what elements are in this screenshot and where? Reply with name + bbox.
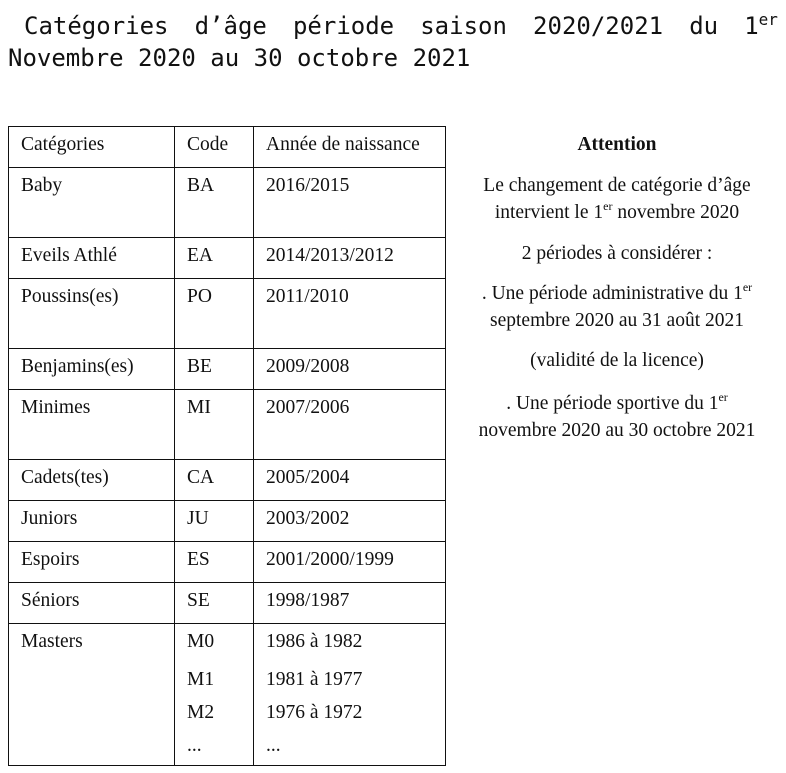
- birth-year-cell: 2005/2004: [254, 460, 446, 501]
- birth-year-cell: 1998/1987: [254, 583, 446, 624]
- code-cell: CA: [175, 460, 254, 501]
- code-cell: [175, 624, 254, 766]
- attention-note: [452, 132, 782, 444]
- birth-year-cell: 2001/2000/1999: [254, 542, 446, 583]
- attention-text: . Une période administrative du 1: [481, 283, 743, 304]
- ordinal-suffix: er: [603, 199, 613, 213]
- page-title: [8, 10, 778, 74]
- masters-years: 1986 à 1982: [266, 631, 363, 652]
- attention-paragraph: [452, 172, 782, 226]
- code-cell: ES: [175, 542, 254, 583]
- title-word: période: [292, 12, 395, 40]
- attention-text: novembre 2020 au 30 octobre 2021: [478, 420, 756, 441]
- title-word: [744, 10, 778, 42]
- birth-year-cell: 2014/2013/2012: [254, 238, 446, 279]
- attention-paragraph: [452, 390, 782, 444]
- table-row: [9, 238, 446, 279]
- title-word: 2020/2021: [533, 12, 664, 40]
- masters-code: M2: [187, 702, 215, 723]
- attention-paragraph: (validité de la licence): [530, 350, 704, 371]
- birth-year-cell: 2009/2008: [254, 349, 446, 390]
- category-cell: Juniors: [9, 501, 175, 542]
- masters-years: 1981 à 1977: [266, 669, 363, 690]
- table-row: [9, 460, 446, 501]
- title-ordinal: 1: [744, 12, 759, 40]
- attention-heading: Attention: [577, 134, 657, 155]
- table-row: [9, 542, 446, 583]
- attention-text: novembre 2020: [612, 202, 740, 223]
- title-ordinal-suffix: er: [758, 10, 778, 29]
- table-row: [9, 349, 446, 390]
- title-word: d’âge: [194, 12, 267, 40]
- birth-year-cell: [254, 624, 446, 766]
- masters-code: M1: [187, 669, 215, 690]
- age-categories-table: [8, 126, 446, 766]
- ordinal-suffix: er: [742, 280, 753, 294]
- table-row: [9, 168, 446, 238]
- table-row: [9, 390, 446, 460]
- header-cell: Catégories: [9, 127, 175, 168]
- title-word: saison: [420, 12, 507, 40]
- title-line-2: Novembre 2020 au 30 octobre 2021: [8, 44, 471, 72]
- code-cell: PO: [175, 279, 254, 349]
- attention-text: . Une période sportive du 1: [506, 393, 719, 414]
- title-word: du: [689, 12, 719, 40]
- masters-code: M0: [187, 631, 215, 652]
- header-cell: Code: [175, 127, 254, 168]
- masters-code: ...: [187, 735, 202, 756]
- masters-years: 1976 à 1972: [266, 702, 363, 723]
- title-line-1: [8, 10, 778, 42]
- ordinal-suffix: er: [718, 390, 728, 404]
- birth-year-cell: 2007/2006: [254, 390, 446, 460]
- category-cell: Baby: [9, 168, 175, 238]
- category-cell: Minimes: [9, 390, 175, 460]
- category-cell: Benjamins(es): [9, 349, 175, 390]
- birth-year-cell: 2016/2015: [254, 168, 446, 238]
- header-cell: Année de naissance: [254, 127, 446, 168]
- attention-text: Le changement de catégorie d’âge: [483, 175, 751, 196]
- category-cell: Masters: [9, 624, 175, 766]
- table-row: [9, 279, 446, 349]
- table-row: [9, 501, 446, 542]
- code-cell: JU: [175, 501, 254, 542]
- category-cell: Séniors: [9, 583, 175, 624]
- title-word: Catégories: [24, 12, 169, 40]
- category-cell: Cadets(tes): [9, 460, 175, 501]
- category-cell: Espoirs: [9, 542, 175, 583]
- category-cell: Poussins(es): [9, 279, 175, 349]
- table-row: [9, 583, 446, 624]
- code-cell: MI: [175, 390, 254, 460]
- birth-year-cell: 2003/2002: [254, 501, 446, 542]
- masters-years: ...: [266, 735, 281, 756]
- table-header-row: [9, 127, 446, 168]
- attention-text: intervient le 1: [494, 202, 604, 223]
- table-row-masters: [9, 624, 446, 766]
- attention-text: septembre 2020 au 31 août 2021: [490, 310, 744, 331]
- code-cell: SE: [175, 583, 254, 624]
- code-cell: EA: [175, 238, 254, 279]
- category-cell: Eveils Athlé: [9, 238, 175, 279]
- attention-paragraph: 2 périodes à considérer :: [521, 243, 713, 264]
- code-cell: BE: [175, 349, 254, 390]
- attention-paragraph: [452, 280, 782, 334]
- birth-year-cell: 2011/2010: [254, 279, 446, 349]
- code-cell: BA: [175, 168, 254, 238]
